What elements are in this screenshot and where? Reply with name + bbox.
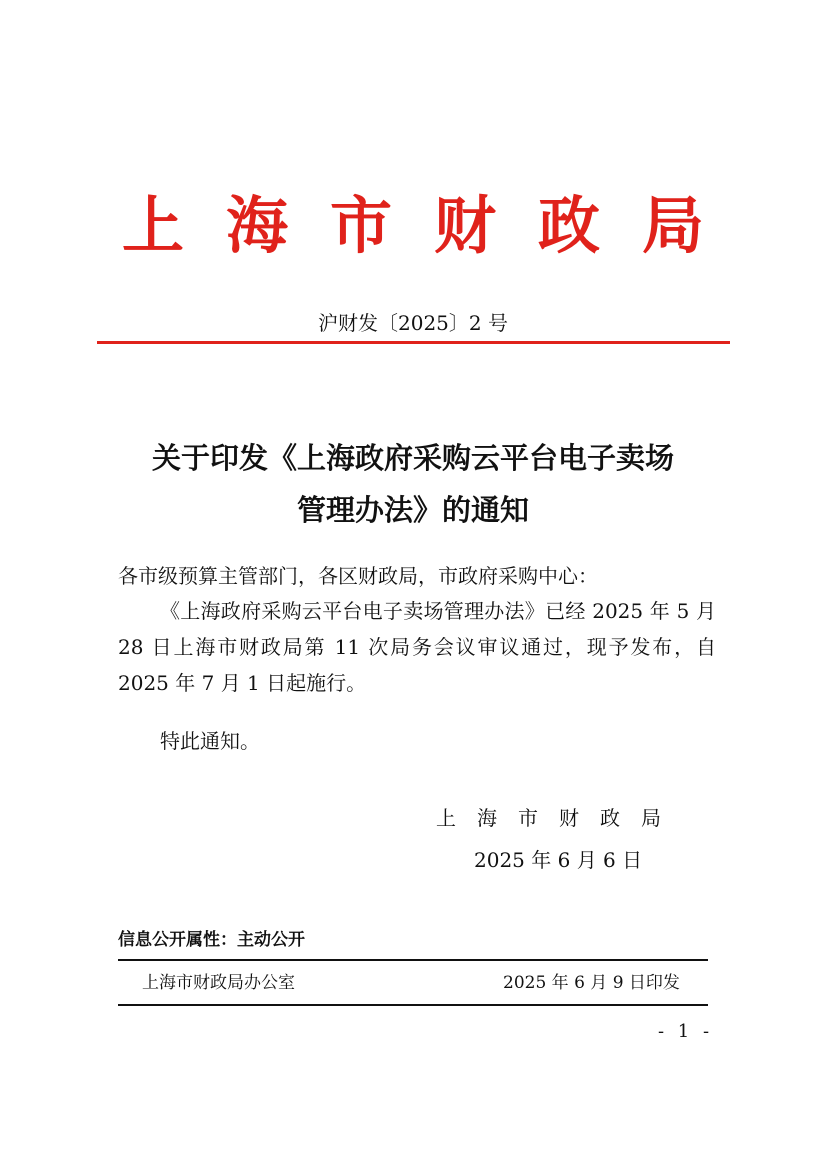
body-paragraph: 《上海政府采购云平台电子卖场管理办法》已经 2025 年 5 月 28 日上海市财政局第 11 次局务会议审议通过，现予发布，自 2025 年 7 月 1 日起施行。 [118,599,716,695]
footer-bottom-rule [118,1004,708,1006]
footer-top-rule [118,959,708,961]
red-separator-line [97,341,730,344]
notice-title-line-1: 关于印发《上海政府采购云平台电子卖场 [151,441,674,475]
disclosure-attribute: 信息公开属性：主动公开 [118,930,305,950]
addressee: 各市级预算主管部门，各区财政局，市政府采购中心： [118,564,598,588]
footer-issuing-office: 上海市财政局办公室 [142,973,295,993]
signature-issuer: 上海市财政局 [436,806,682,830]
notice-title [0,432,826,536]
page-number: - 1 - [658,1021,714,1042]
closing-remark: 特此通知。 [160,729,260,753]
issuer-header: 上海市财政局 [121,189,746,262]
signature-date: 2025 年 6 月 6 日 [474,848,643,872]
document-number: 沪财发〔2025〕2 号 [318,311,508,335]
footer-print-date: 2025 年 6 月 9 日印发 [503,973,680,993]
notice-title-line-2: 管理办法》的通知 [296,493,529,527]
